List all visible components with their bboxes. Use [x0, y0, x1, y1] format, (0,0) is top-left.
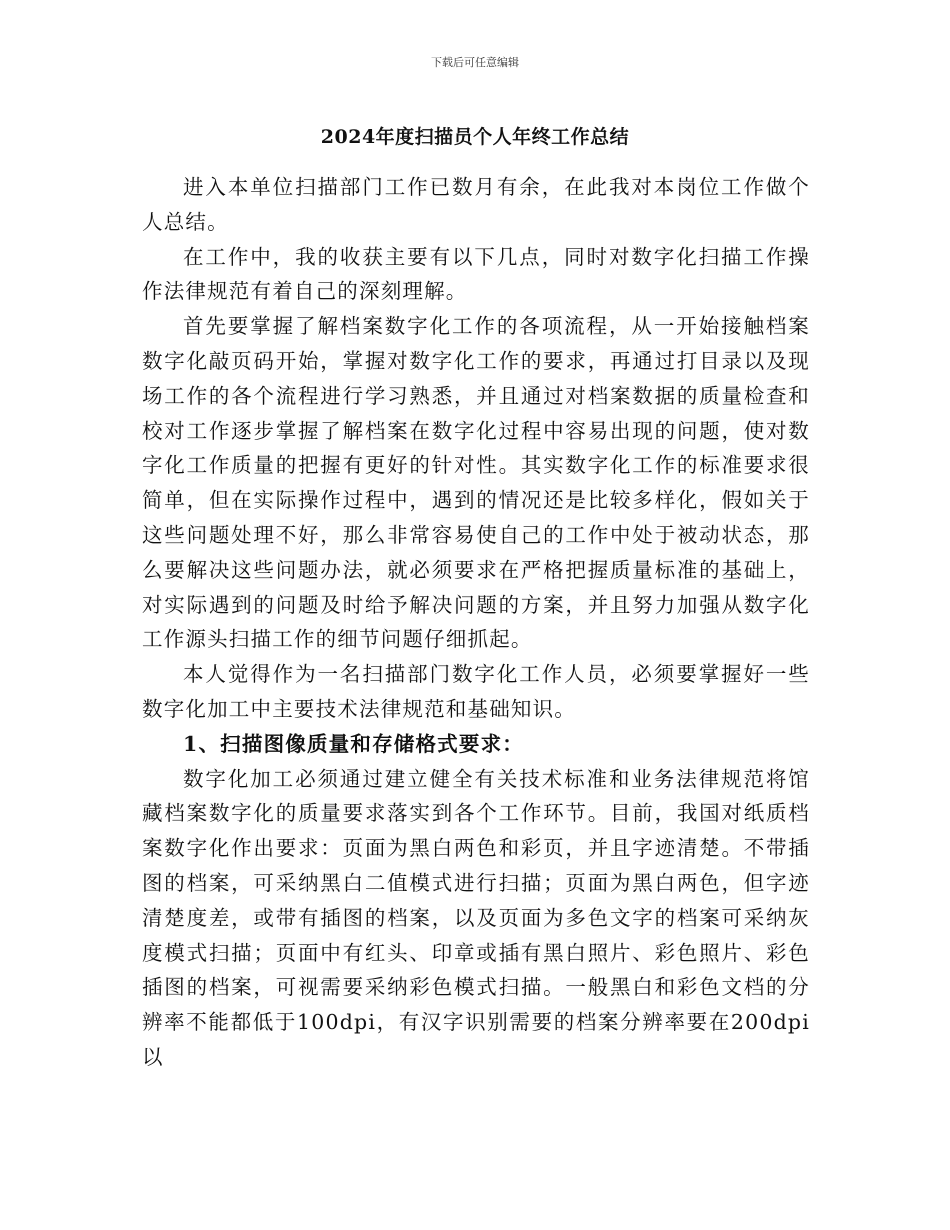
- paragraph-intro: 进入本单位扫描部门工作已数月有余，在此我对本岗位工作做个人总结。: [142, 175, 810, 234]
- document-title: 2024年度扫描员个人年终工作总结: [320, 126, 630, 148]
- paragraph-workflow: 首先要掌握了解档案数字化工作的各项流程，从一开始接触档案数字化敲页码开始，掌握对数字化工作的要求，再通过打目录以及现场工作的各个流程进行学习熟悉，并且通过对档案数据的质量检查和校对工作逐步掌握了解档案在数字化过程中容易出现的问题，使对数字化工作质量的把握有更好的针对性。其实数字化工作的标准要求很简单，但在实际操作过程中，遇到的情况还是比较多样化，假如关于这些问题处理不好，那么非常容易使自己的工作中处于被动状态，那么要解决这些问题办法，就必须要求在严格把握质量标准的基础上，对实际遇到的问题及时给予解决问题的方案，并且努力加强从数字化工作源头扫描工作的细节问题仔细抓起。: [142, 314, 810, 652]
- paragraph-section: 数字化加工必须通过建立健全有关技术标准和业务法律规范将馆藏档案数字化的质量要求落实到各个工作环节。目前，我国对纸质档案数字化作出要求：页面为黑白两色和彩页，并且字迹清楚。不带插图的档案，可采纳黑白二值模式进行扫描；页面为黑白两色，但字迹清楚度差，或带有插图的档案，以及页面为多色文字的档案可采纳灰度模式扫描；页面中有红头、印章或插有黑白照片、彩色照片、彩色插图的档案，可视需要采纳彩色模式扫描。一般黑白和彩色文档的分辨率不能都低于100dpi，有汉字识别需要的档案分辨率要在200dpi以: [142, 766, 810, 1069]
- document-body: [142, 170, 810, 1075]
- section-heading: 1、扫描图像质量和存储格式要求：: [183, 731, 524, 756]
- header-note: 下载后可任意编辑: [431, 56, 519, 69]
- paragraph-knowledge: 本人觉得作为一名扫描部门数字化工作人员，必须要掌握好一些数字化加工中主要技术法律规范和基础知识。: [142, 662, 810, 721]
- paragraph-gains: 在工作中，我的收获主要有以下几点，同时对数字化扫描工作操作法律规范有着自己的深刻理解。: [142, 244, 810, 304]
